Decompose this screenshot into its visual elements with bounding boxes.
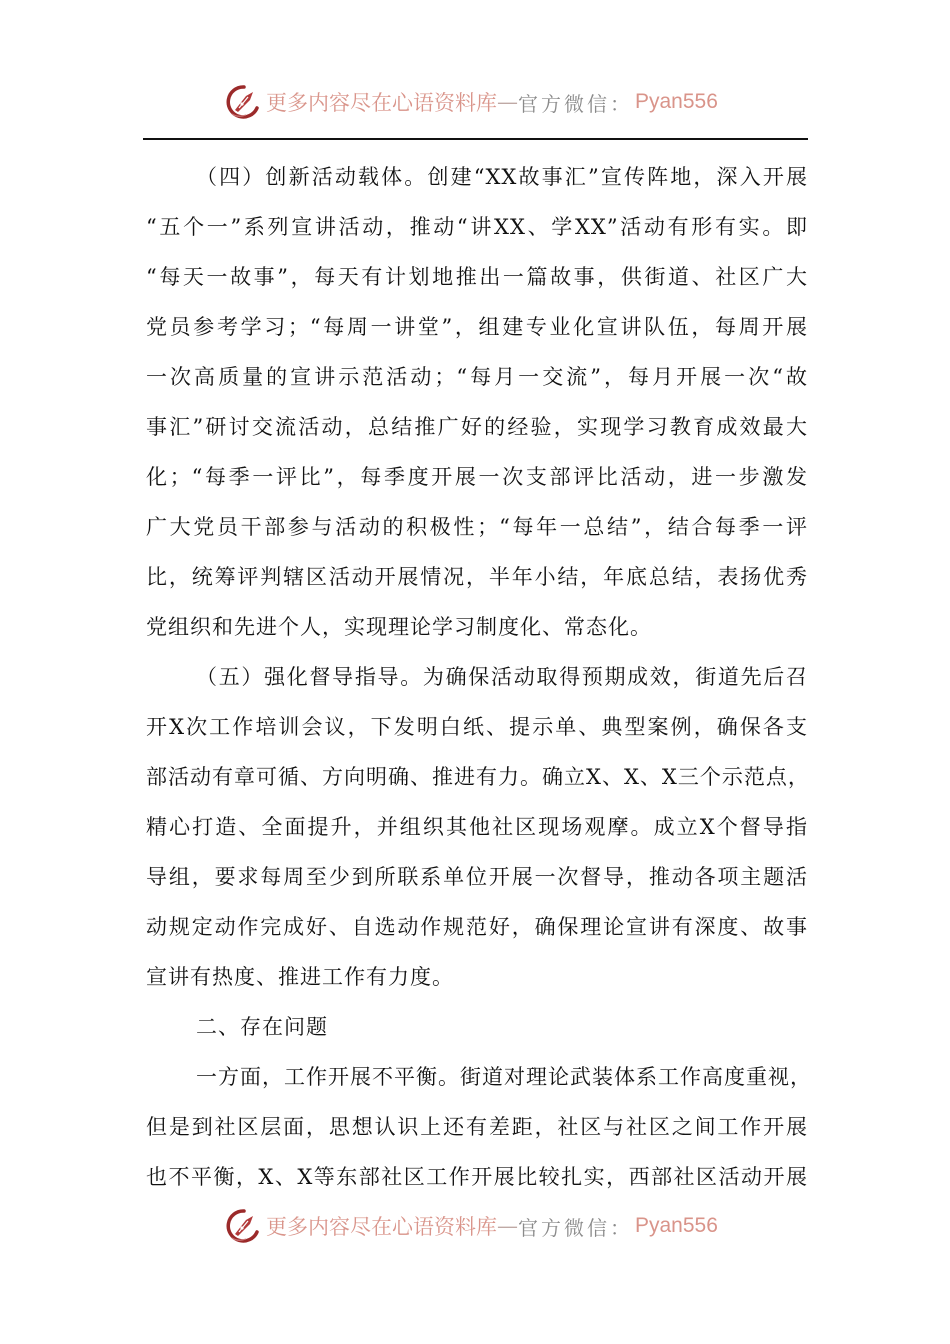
text-line: “每天一故事”，每天有计划地推出一篇故事，供街道、社区广大 <box>146 265 808 289</box>
watermark-official-label: 官方微信： <box>518 1215 633 1240</box>
watermark-dash: — <box>497 1214 518 1238</box>
pen-nib-logo-icon <box>226 84 262 120</box>
text-line: “五个一”系列宣讲活动，推动“讲XX、学XX”活动有形有实。即 <box>146 215 808 239</box>
paragraph-innovate-activity-carrier <box>146 152 808 652</box>
text-line: 事汇”研讨交流活动，总结推广好的经验，实现学习教育成效最大 <box>146 415 808 439</box>
text-line: 广大党员干部参与活动的积极性；“每年一总结”，结合每季一评 <box>146 515 808 539</box>
watermark-official-label: 官方微信： <box>518 91 633 116</box>
text-line: 一方面，工作开展不平衡。街道对理论武装体系工作高度重视， <box>196 1065 812 1089</box>
text-line: 部活动有章可循、方向明确、推进有力。确立X、X、X三个示范点， <box>146 765 810 789</box>
text-line: 党组织和先进个人，实现理论学习制度化、常态化。 <box>146 615 652 639</box>
paragraph-strengthen-supervision <box>146 652 808 1002</box>
watermark-wechat-id: Pyan556 <box>635 1214 718 1237</box>
text-line: 宣讲有热度、推进工作有力度。 <box>146 965 454 989</box>
footer-watermark <box>226 1206 718 1246</box>
header-rule-divider <box>143 138 808 140</box>
text-line: （五）强化督导指导。为确保活动取得预期成效，街道先后召 <box>196 665 808 689</box>
pen-nib-logo-icon <box>226 1208 262 1244</box>
text-line: 一次高质量的宣讲示范活动；“每月一交流”，每月开展一次“故 <box>146 365 808 389</box>
text-line: 动规定动作完成好、自选动作规范好，确保理论宣讲有深度、故事 <box>146 915 808 939</box>
watermark-dash: — <box>497 90 518 114</box>
text-line: 开X次工作培训会议，下发明白纸、提示单、典型案例，确保各支 <box>146 715 808 739</box>
text-line: （四）创新活动载体。创建“XX故事汇”宣传阵地，深入开展 <box>196 165 808 189</box>
header-watermark <box>226 82 718 122</box>
text-line: 党员参考学习；“每周一讲堂”，组建专业化宣讲队伍，每周开展 <box>146 315 808 339</box>
section-heading-existing-problems: 二、存在问题 <box>196 1015 328 1039</box>
text-line: 也不平衡，X、X等东部社区工作开展比较扎实，西部社区活动开展 <box>146 1165 808 1189</box>
watermark-wechat-id: Pyan556 <box>635 90 718 113</box>
text-line: 导组，要求每周至少到所联系单位开展一次督导，推动各项主题活 <box>146 865 808 889</box>
watermark-main-text: 更多内容尽在心语资料库 <box>266 1215 497 1239</box>
text-line: 但是到社区层面，思想认识上还有差距，社区与社区之间工作开展 <box>146 1115 808 1139</box>
text-line: 比，统筹评判辖区活动开展情况，半年小结，年底总结，表扬优秀 <box>146 565 808 589</box>
document-body <box>146 152 812 1202</box>
watermark-main-text: 更多内容尽在心语资料库 <box>266 91 497 115</box>
paragraph-uneven-work <box>146 1052 812 1202</box>
text-line: 化；“每季一评比”，每季度开展一次支部评比活动，进一步激发 <box>146 465 808 489</box>
text-line: 精心打造、全面提升，并组织其他社区现场观摩。成立X个督导指 <box>146 815 808 839</box>
